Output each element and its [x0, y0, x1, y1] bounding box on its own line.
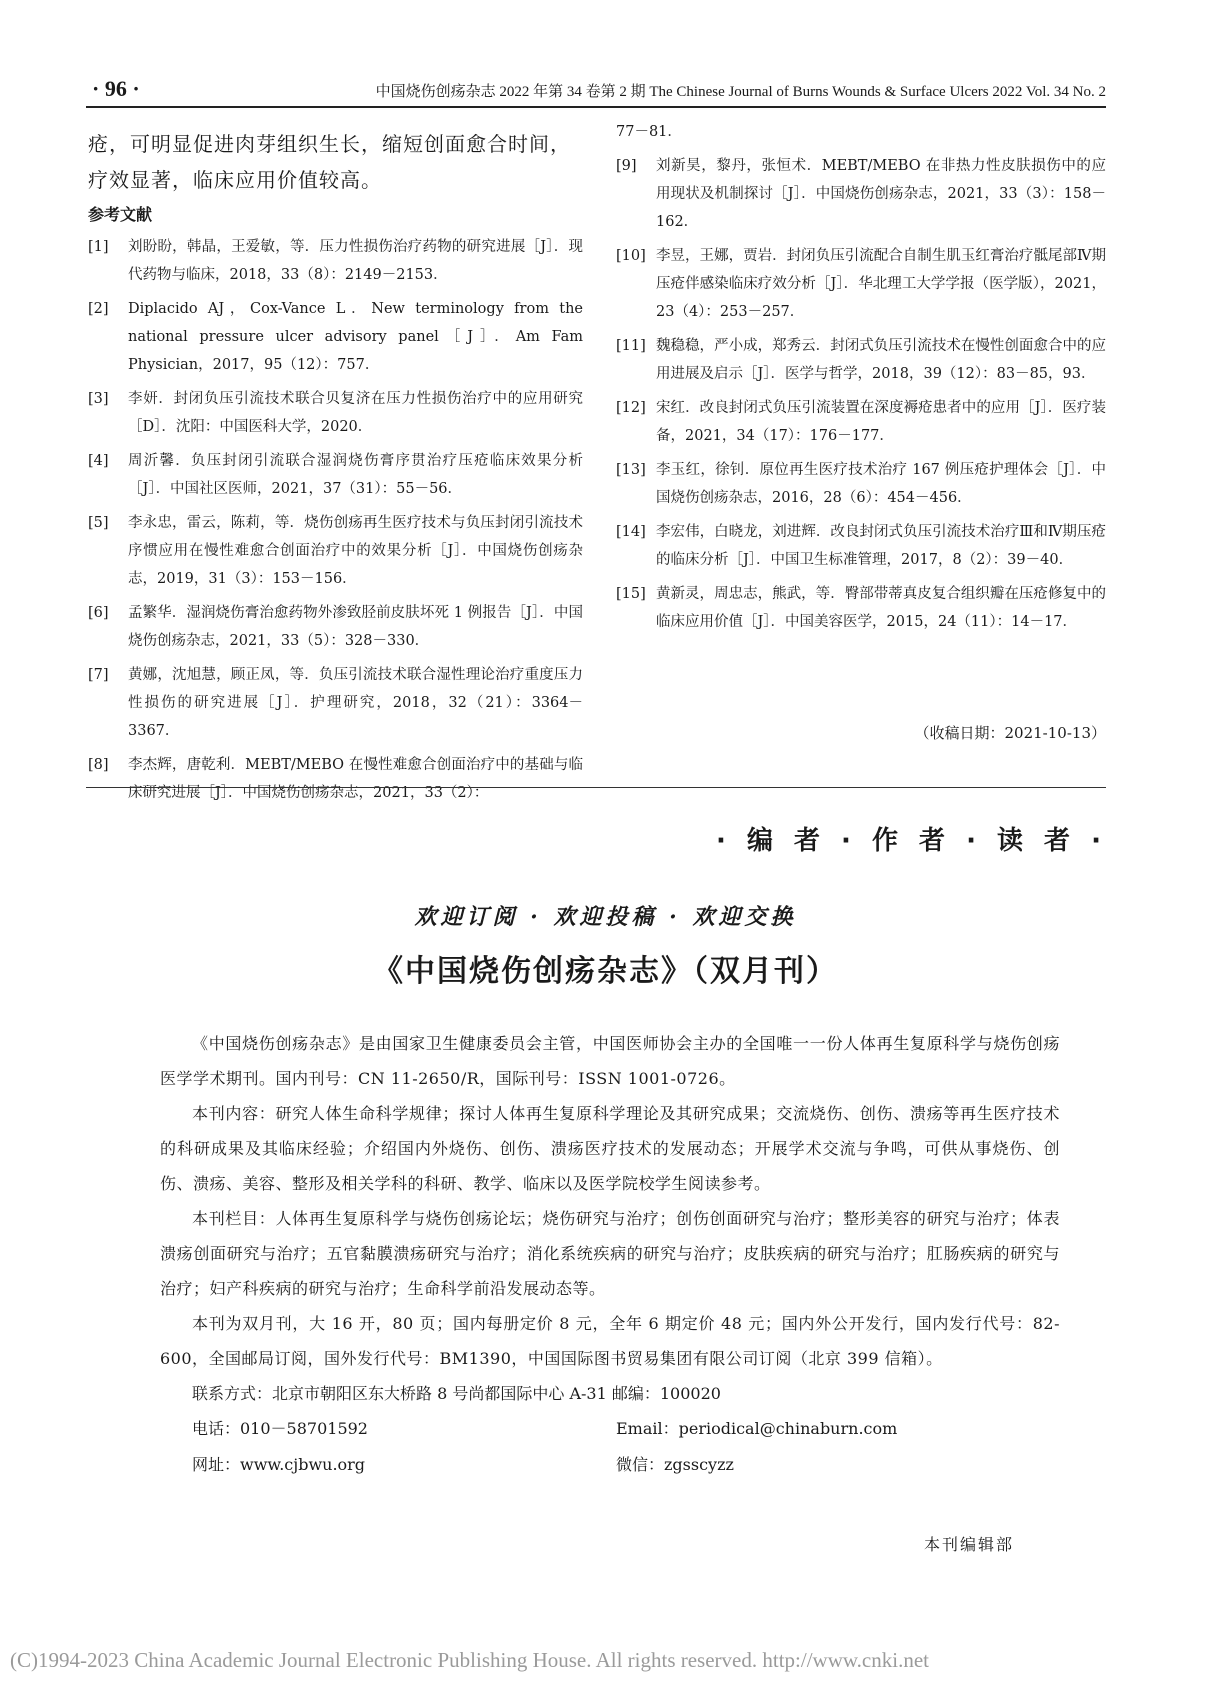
reference-number: [14] [616, 524, 646, 540]
reference-item [88, 385, 583, 441]
reference-item [88, 447, 583, 503]
reference-number: [5] [88, 515, 109, 531]
reference-item [88, 295, 583, 379]
conclusion-text: 疮，可明显促进肉芽组织生长，缩短创面愈合时间，疗效显著，临床应用价值较高。 [88, 132, 571, 192]
reference-text: 周沂馨．负压封闭引流联合湿润烧伤膏序贯治疗压疮临床效果分析［J］．中国社区医师，2021，37（31）：55－56． [128, 453, 583, 497]
reference-number: [1] [88, 239, 109, 255]
notice-paragraph: 本刊为双月刊，大 16 开，80 页；国内每册定价 8 元，全年 6 期定价 48 元；国内外公开发行，国内发行代号：82-600，全国邮局订阅，国外发行代号：BM1390，中国国际图书贸易集团有限公司订阅（北京 399 信箱）。 [160, 1314, 1060, 1368]
running-header [86, 70, 1106, 108]
reference-number: [9] [616, 158, 637, 174]
reference-text: 李永忠，雷云，陈莉，等．烧伤创疡再生医疗技术与负压封闭引流技术序惯应用在慢性难愈合创面治疗中的效果分析［J］．中国烧伤创疡杂志，2019，31（3）：153－156． [128, 515, 583, 587]
reference-item [88, 751, 583, 807]
reference-item [616, 332, 1106, 388]
reference-text: 黄新灵，周忠志，熊武，等．臀部带蒂真皮复合组织瓣在压疮修复中的临床应用价值［J］．中国美容医学，2015，24（11）：14－17． [656, 586, 1106, 630]
reference-item [88, 661, 583, 745]
reference-number: [10] [616, 248, 646, 264]
reference-number: [6] [88, 605, 109, 621]
reference-item [88, 599, 583, 655]
contact-row [160, 1447, 1060, 1483]
reference-number: [3] [88, 391, 109, 407]
reference-text: 黄娜，沈旭慧，顾正凤，等．负压引流技术联合湿性理论治疗重度压力性损伤的研究进展［J］．护理研究，2018，32（21）：3364－3367． [128, 667, 583, 739]
reference-text: 李宏伟，白晓龙，刘进辉．改良封闭式负压引流技术治疗Ⅲ和Ⅳ期压疮的临床分析［J］．中国卫生标准管理，2017，8（2）：39－40． [656, 524, 1106, 568]
reference-text: Diplacido AJ，Cox-Vance L．New terminology from the national pressure ulcer advisory panel［J］．Am Fam Physician，2017，95（12）：757． [128, 301, 583, 373]
reference-text: 刘新昊，黎丹，张恒术．MEBT/MEBO 在非热力性皮肤损伤中的应用现状及机制探讨［J］．中国烧伤创疡杂志，2021，33（3）：158－162． [656, 158, 1106, 230]
contact-row [160, 1411, 1060, 1447]
journal-title: 《中国烧伤创疡杂志》（双月刊） [373, 954, 838, 989]
reference-item [616, 518, 1106, 574]
reference-item [616, 394, 1106, 450]
reference-number: [15] [616, 586, 646, 602]
contact-address: 联系方式：北京市朝阳区东大桥路 8 号尚都国际中心 A-31 邮编：100020 [192, 1384, 721, 1403]
references-heading: 参考文献 [88, 205, 153, 224]
reference-text: 李玉红，徐钊．原位再生医疗技术治疗 167 例压疮护理体会［J］．中国烧伤创疡杂志，2016，28（6）：454－456． [656, 462, 1106, 506]
reference-number: [7] [88, 667, 109, 683]
notice-paragraph: 《中国烧伤创疡杂志》是由国家卫生健康委员会主管，中国医师协会主办的全国唯一一份人体再生复原科学与烧伤创疡医学学术期刊。国内刊号：CN 11-2650/R，国际刊号：ISSN 1001-0726。 [160, 1034, 1060, 1088]
reference-item [616, 152, 1106, 236]
welcome-line: 欢迎订阅 · 欢迎投稿 · 欢迎交换 [414, 904, 797, 930]
reference-number: [8] [88, 757, 109, 773]
reference-item [616, 456, 1106, 512]
reference-text: 李杰辉，唐乾利．MEBT/MEBO 在慢性难愈合创面治疗中的基础与临床研究进展［J］．中国烧伤创疡杂志，2021，33（2）： [128, 757, 583, 801]
reference-text: 刘盼盼，韩晶，王爱敏，等．压力性损伤治疗药物的研究进展［J］．现代药物与临床，2018，33（8）：2149－2153． [128, 239, 583, 283]
journal-notice [160, 1026, 1060, 1483]
reference-continuation: 77－81． [616, 124, 682, 140]
reference-text: 李妍．封闭负压引流技术联合贝复济在压力性损伤治疗中的应用研究［D］．沈阳：中国医科大学，2020． [128, 391, 583, 435]
contact-wechat: 微信：zgsscyzz [616, 1455, 734, 1474]
reference-number: [12] [616, 400, 646, 416]
page-number: · 96 · [92, 76, 140, 101]
notice-paragraph: 本刊内容：研究人体生命科学规律；探讨人体再生复原科学理论及其研究成果；交流烧伤、创伤、溃疡等再生医疗技术的科研成果及其临床经验；介绍国内外烧伤、创伤、溃疡医疗技术的发展动态；开展学术交流与争鸣，可供从事烧伤、创伤、溃疡、美容、整形及相关学科的科研、教学、临床以及医学院校学生阅读参考。 [160, 1104, 1060, 1193]
notice-paragraph: 本刊栏目：人体再生复原科学与烧伤创疡论坛；烧伤研究与治疗；创伤创面研究与治疗；整形美容的研究与治疗；体表溃疡创面研究与治疗；五官黏膜溃疡研究与治疗；消化系统疾病的研究与治疗；皮肤疾病的研究与治疗；肛肠疾病的研究与治疗；妇产科疾病的研究与治疗；生命科学前沿发展动态等。 [160, 1209, 1060, 1298]
reference-number: [4] [88, 453, 109, 469]
received-date: （收稿日期：2021-10-13） [914, 724, 1106, 742]
reference-item [88, 233, 583, 289]
reference-text: 魏稳稳，严小成，郑秀云．封闭式负压引流技术在慢性创面愈合中的应用进展及启示［J］．医学与哲学，2018，39（12）：83－85，93． [656, 338, 1106, 382]
reference-item [88, 509, 583, 593]
reference-number: [11] [616, 338, 646, 354]
contact-phone: 电话：010－58701592 [192, 1419, 368, 1438]
editorial-signature: 本刊编辑部 [924, 1535, 1015, 1554]
contact-email[interactable]: Email：periodical@chinaburn.com [616, 1419, 898, 1438]
reference-number: [13] [616, 462, 646, 478]
column-heading: · 编 者 · 作 者 · 读 者 · [716, 826, 1107, 856]
left-column [88, 126, 583, 813]
reference-text: 孟繁华．湿润烧伤膏治愈药物外渗致胫前皮肤坏死 1 例报告［J］．中国烧伤创疡杂志，2021，33（5）：328－330． [128, 605, 583, 649]
reference-item [616, 242, 1106, 326]
right-column [616, 118, 1106, 642]
contact-website[interactable]: 网址：www.cjbwu.org [192, 1455, 366, 1474]
reference-number: [2] [88, 301, 109, 317]
reference-item [616, 580, 1106, 636]
reference-text: 宋红．改良封闭式负压引流装置在深度褥疮患者中的应用［J］．医疗装备，2021，34（17）：176－177． [656, 400, 1106, 444]
reference-text: 李昱，王娜，贾岩．封闭负压引流配合自制生肌玉红膏治疗骶尾部Ⅳ期压疮伴感染临床疗效分析［J］．华北理工大学学报（医学版），2021，23（4）：253－257． [656, 248, 1106, 320]
copyright-watermark: (C)1994-2023 China Academic Journal Electronic Publishing House. All rights reserved. http://www.cnki.net [10, 1648, 929, 1672]
section-divider [86, 787, 1106, 788]
journal-running-head: 中国烧伤创疡杂志 2022 年第 34 卷第 2 期 The Chinese Journal of Burns Wounds & Surface Ulcers 2022 Vol. 34 No. 2 [375, 84, 1106, 100]
